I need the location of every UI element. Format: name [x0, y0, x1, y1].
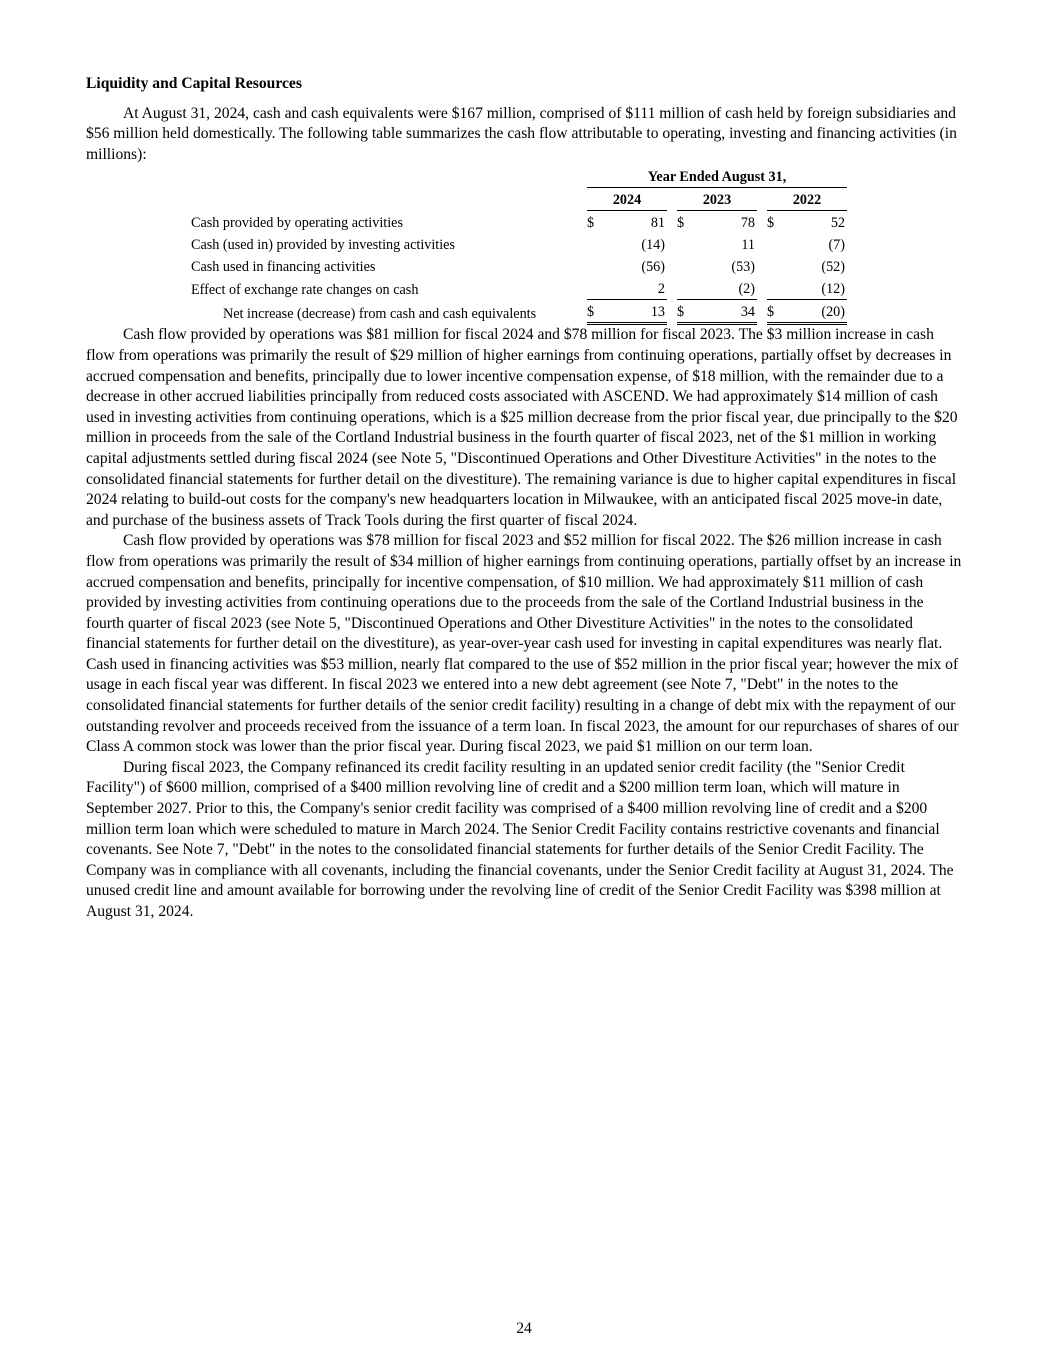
period-header: Year Ended August 31,: [587, 165, 847, 188]
row-label: Effect of exchange rate changes on cash: [191, 281, 419, 298]
table-period-header-row: [191, 165, 847, 188]
cell-value: (20): [783, 300, 847, 324]
cell-value: 11: [741, 237, 755, 254]
year-header: 2024: [587, 188, 667, 211]
row-label: Cash provided by operating activities: [191, 215, 403, 232]
cell-value: (53): [731, 259, 755, 276]
dollar-sign: [767, 277, 783, 300]
table-year-header-row: [191, 188, 847, 211]
cash-flow-table: [191, 165, 847, 325]
dollar-sign: [677, 255, 693, 277]
dollar-sign: [587, 233, 603, 255]
cell-value: (52): [821, 259, 845, 276]
page-number: 24: [516, 1320, 532, 1337]
dollar-sign: [767, 233, 783, 255]
dollar-sign: [587, 277, 603, 300]
body-paragraph: During fiscal 2023, the Company refinanced its credit facility resulting in an updated senior credit facility (the "Senior Credit Facility") of $600 million, comprised of a $400 million revolving line of credit and a $200 million term loan, which will mature in September 2027. Prior to this, the Company's senior credit facility was comprised of a $400 million revolving line of credit and a $200 million term loan which were scheduled to mature in March 2024. The Senior Credit Facility contains restrictive covenants and financial covenants. See Note 7, "Debt" in the notes to the consolidated financial statements for further details of the Senior Credit Facility. The Company was in compliance with all covenants, including the financial covenants, under the Senior Credit facility at August 31, 2024. The unused credit line and amount available for borrowing under the revolving line of credit of the Senior Credit Facility was $398 million at August 31, 2024.: [86, 758, 954, 920]
document-page: [86, 74, 964, 923]
dollar-sign: [677, 277, 693, 300]
table-row: [191, 211, 847, 234]
dollar-sign: [587, 255, 603, 277]
year-header: 2023: [677, 188, 757, 211]
cell-value: (2): [693, 277, 757, 300]
cell-value: (14): [641, 237, 665, 254]
year-header: 2022: [767, 188, 847, 211]
section-heading: Liquidity and Capital Resources: [86, 75, 302, 92]
dollar-sign: $: [767, 300, 783, 324]
cell-value: 34: [693, 300, 757, 324]
body-paragraph: Cash flow provided by operations was $81 million for fiscal 2024 and $78 million for fiscal 2023. The $3 million increase in cash flow from operations was primarily the result of $29 million of higher earnings from continuing operations, partially offset by decreases in accrued compensation and benefits, principally due to lower incentive compensation expense, of $18 million, with the remainder due to a decrease in other accrued liabilities principally from reduced costs associated with ASCEND. We had approximately $14 million of cash used in investing activities from continuing operations, which is a $25 million decrease from the prior fiscal year, due principally to the $20 million in proceeds from the sale of the Cortland Industrial business in the fourth quarter of fiscal 2023, net of the $1 million in working capital adjustments settled during fiscal 2024 (see Note 5, "Discontinued Operations and Other Divestiture Activities" in the notes to the consolidated financial statements for further detail on the divestiture). The remaining variance is due to higher capital expenditures in fiscal 2024 relating to build-out costs for the company's new headquarters location in Milwaukee, with an anticipated fiscal 2025 move-in date, and purchase of the business assets of Track Tools during the first quarter of fiscal 2024.: [86, 326, 958, 529]
cell-value: 52: [830, 215, 845, 232]
dollar-sign: $: [587, 215, 595, 232]
dollar-sign: $: [677, 300, 693, 324]
row-label: Cash (used in) provided by investing activities: [191, 237, 455, 254]
row-label: Net increase (decrease) from cash and cash equivalents: [223, 305, 537, 322]
dollar-sign: [677, 233, 693, 255]
cell-value: (12): [783, 277, 847, 300]
body-paragraph: Cash flow provided by operations was $78 million for fiscal 2023 and $52 million for fiscal 2022. The $26 million increase in cash flow from operations was primarily the result of $34 million of higher earnings from continuing operations, partially offset by an increase in accrued compensation and benefits, principally for incentive compensation, of $10 million. We had approximately $11 million of cash provided by investing activities from continuing operations due to the proceeds from the sale of the Cortland Industrial business in the fourth quarter of fiscal 2023 (see Note 5, "Discontinued Operations and Other Divestiture Activities" in the notes to the consolidated financial statements for further detail on the divestiture), as year-over-year cash used for investing in capital expenditures was nearly flat. Cash used in financing activities was $53 million, nearly flat compared to the use of $52 million in the prior fiscal year; however the mix of usage in each fiscal year was different. In fiscal 2023 we entered into a new debt agreement (see Note 7, "Debt" in the notes to the consolidated financial statements for further details of the senior credit facility) resulting in a change of debt mix with the repayment of our outstanding revolver and proceeds received from the issuance of a term loan. In fiscal 2023, the amount for our repurchases of shares of our Class A common stock was lower than the prior fiscal year. During fiscal 2023, we paid $1 million on our term loan.: [86, 532, 962, 756]
table-row: [191, 255, 847, 277]
dollar-sign: $: [587, 300, 603, 324]
cell-value: 13: [603, 300, 667, 324]
table-total-row: [191, 300, 847, 324]
row-label: Cash used in financing activities: [191, 259, 376, 276]
dollar-sign: $: [767, 215, 775, 232]
cell-value: 2: [603, 277, 667, 300]
cell-value: 81: [650, 215, 665, 232]
cell-value: (56): [641, 259, 665, 276]
intro-paragraph: At August 31, 2024, cash and cash equivalents were $167 million, comprised of $111 million of cash held by foreign subsidiaries and $56 million held domestically. The following table summarizes the cash flow attributable to operating, investing and financing activities (in millions):: [86, 104, 957, 163]
dollar-sign: [767, 255, 783, 277]
table-row: [191, 277, 847, 300]
dollar-sign: $: [677, 215, 685, 232]
table-row: [191, 233, 847, 255]
cell-value: (7): [828, 237, 845, 254]
cell-value: 78: [740, 215, 755, 232]
